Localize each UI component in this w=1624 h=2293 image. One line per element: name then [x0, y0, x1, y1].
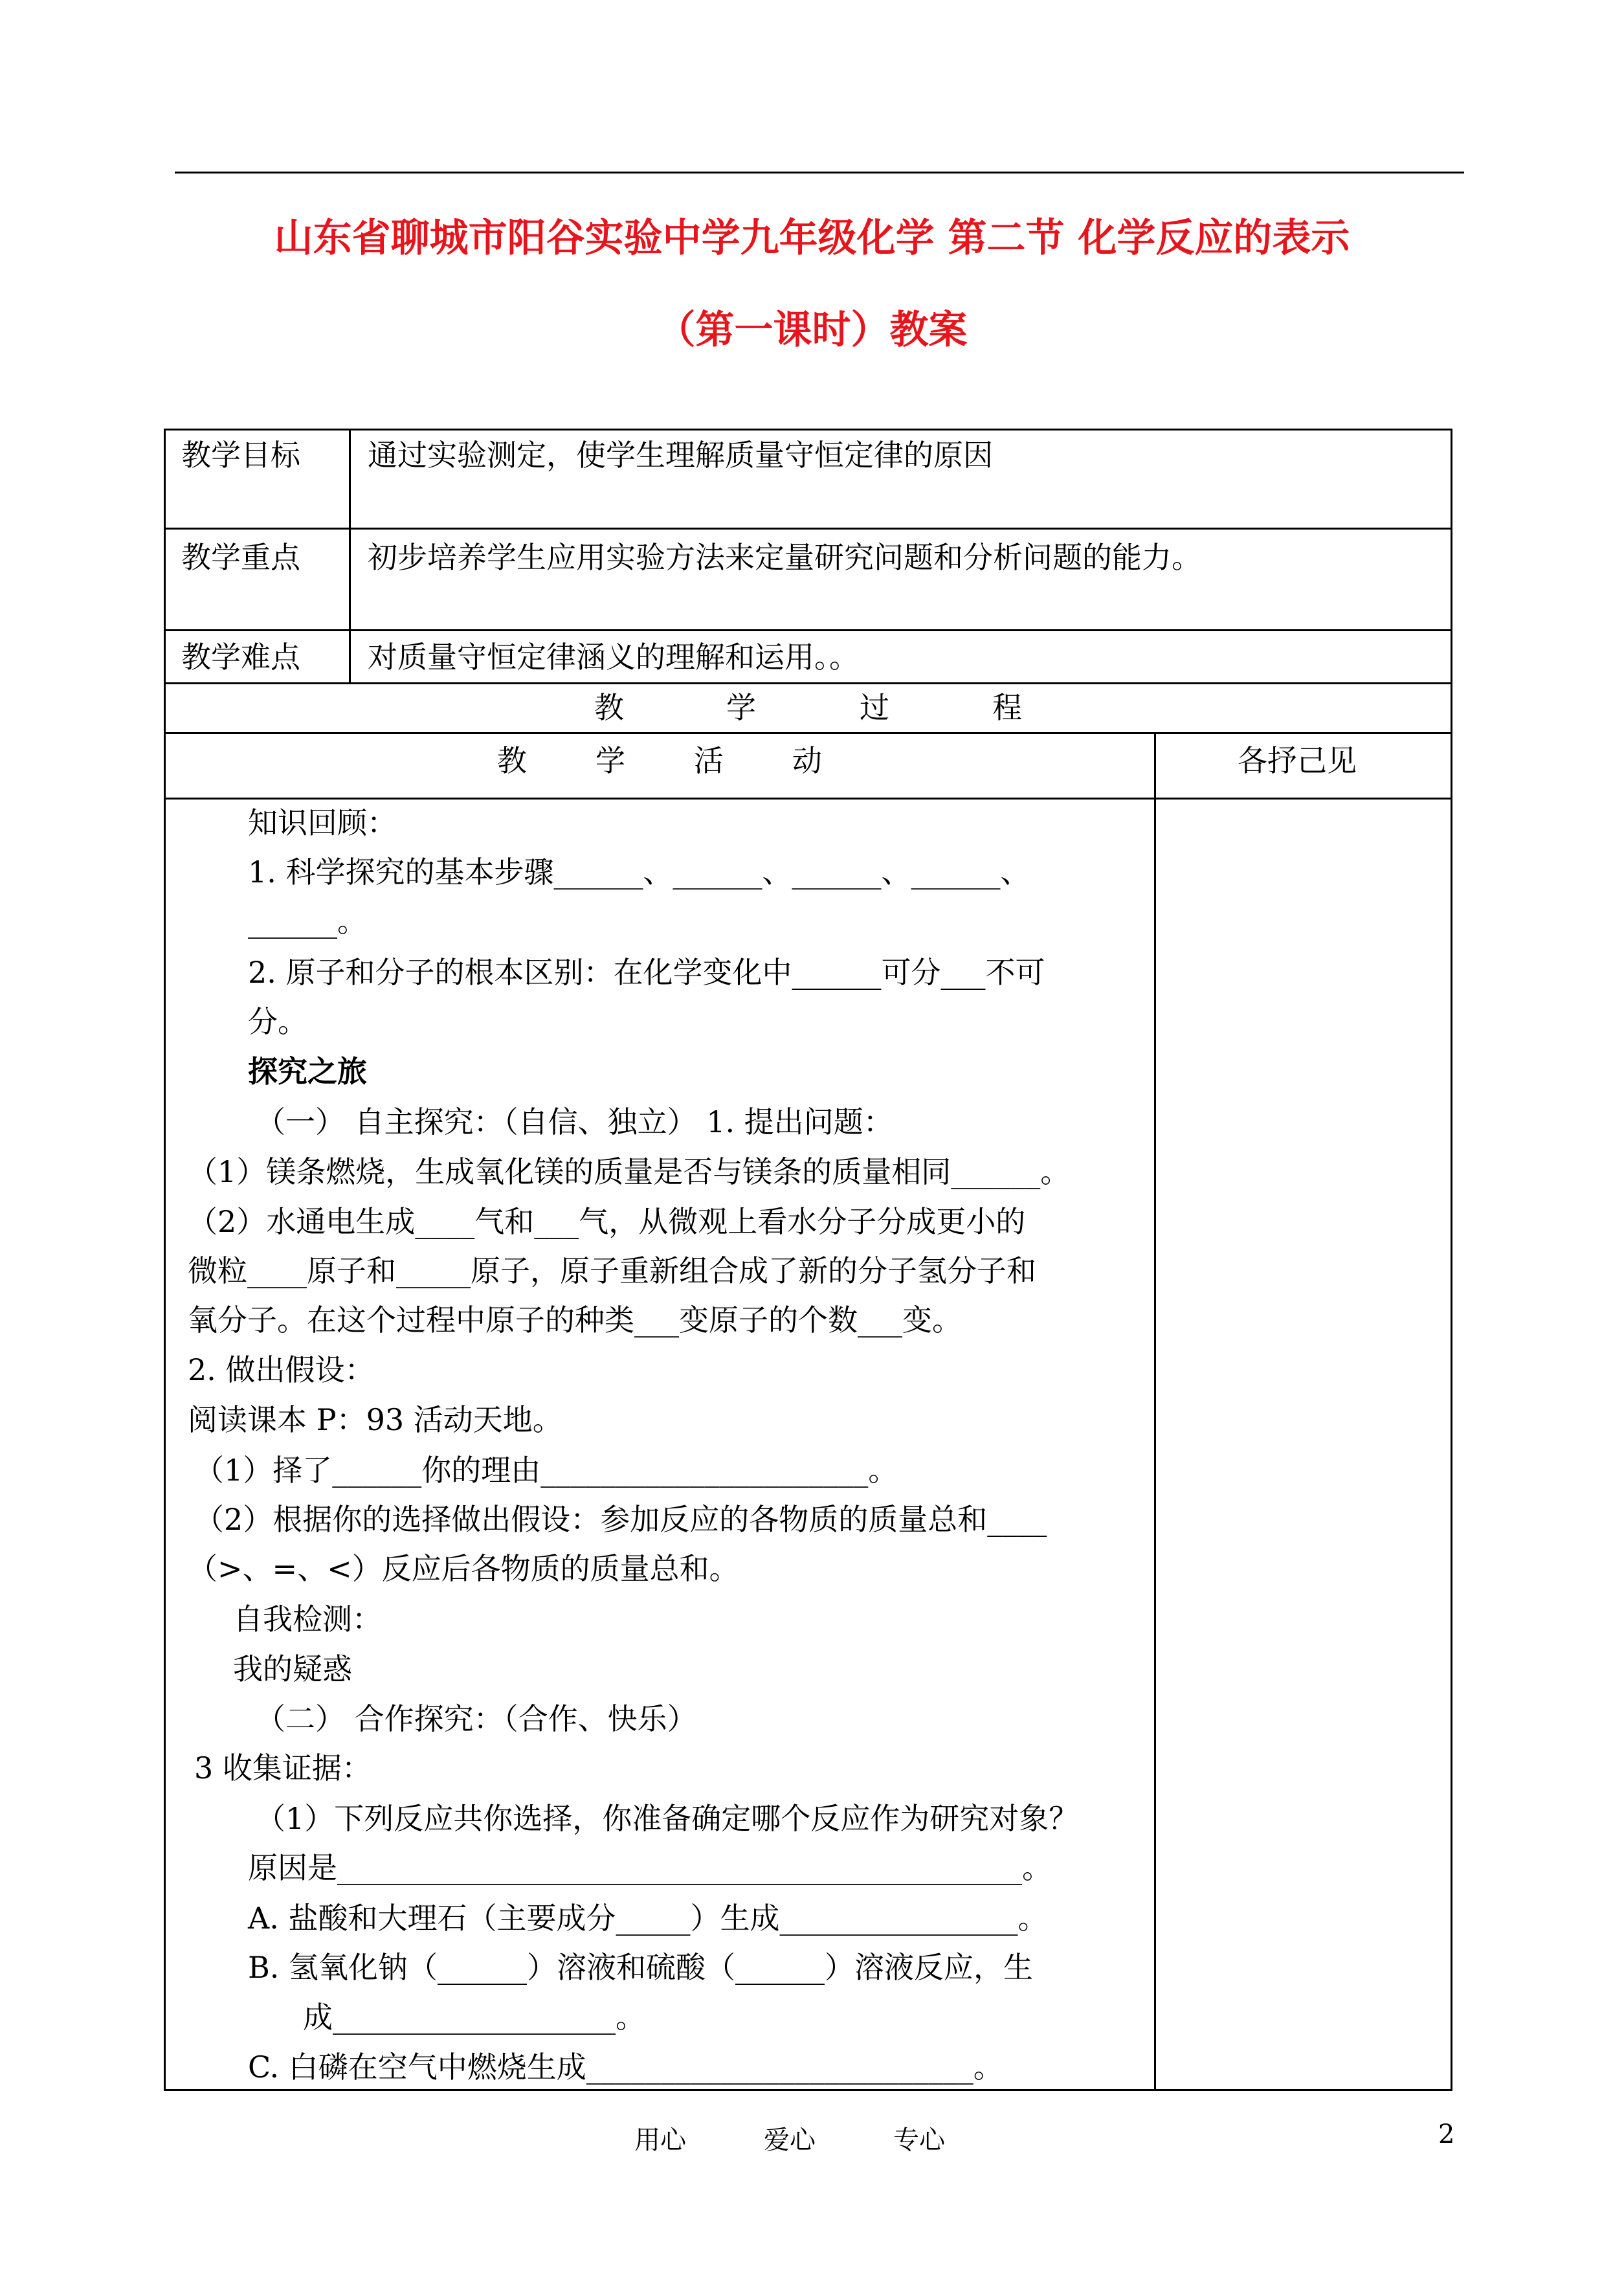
table-label-column-divider — [349, 429, 351, 682]
activity-header-char-1: 教 — [497, 743, 527, 778]
section-heading: 探究之旅 — [248, 1054, 367, 1089]
content-line: 成___________________。 — [303, 2000, 645, 2035]
content-line: 1. 科学探究的基本步骤______、______、______、______、 — [248, 855, 1030, 889]
content-line: C. 白磷在空气中燃烧生成__________________________。 — [248, 2050, 1003, 2085]
footer-item: 专心 — [893, 2125, 945, 2155]
table-notes-column-divider — [1154, 732, 1156, 2091]
content-line: （1）择了______你的理由______________________。 — [194, 1453, 898, 1488]
content-line: B. 氢氧化钠（______）溶液和硫酸（______）溶液反应，生 — [248, 1950, 1034, 1985]
document-title-line2: （第一课时）教案 — [656, 308, 968, 353]
row-label-difficulties: 教学难点 — [181, 640, 300, 675]
table-divider — [164, 798, 1452, 800]
content-line: 我的疑惑 — [233, 1651, 352, 1686]
process-header-char-4: 程 — [992, 690, 1022, 725]
content-line: 原因是______________________________________________。 — [248, 1850, 1052, 1885]
page-number: 2 — [1438, 2120, 1455, 2149]
process-header-char-3: 过 — [860, 690, 889, 725]
row-value-difficulties: 对质量守恒定律涵义的理解和运用。。 — [368, 640, 859, 675]
content-line: 阅读课本 P：93 活动天地。 — [188, 1402, 562, 1437]
table-divider — [164, 682, 1452, 684]
content-line: 自我检测： — [233, 1602, 382, 1637]
content-line: （>、=、<）反应后各物质的质量总和。 — [188, 1551, 739, 1586]
footer-item: 爱心 — [764, 2125, 816, 2155]
content-line: （1）镁条燃烧，生成氧化镁的质量是否与镁条的质量相同______。 — [188, 1154, 1071, 1189]
table-divider — [164, 629, 1452, 631]
activity-header-char-4: 动 — [792, 743, 822, 778]
content-line: A. 盐酸和大理石（主要成分_____）生成________________。 — [248, 1901, 1048, 1936]
content-line: 分。 — [248, 1004, 307, 1039]
process-header-char-1: 教 — [594, 690, 624, 725]
content-line: 2. 做出假设： — [188, 1352, 375, 1387]
content-line: （2）根据你的选择做出假设：参加反应的各物质的质量总和____ — [194, 1502, 1047, 1537]
activity-header-char-3: 活 — [694, 743, 724, 778]
content-line: （2）水通电生成____气和___气，从微观上看水分子分成更小的 — [188, 1204, 1026, 1239]
table-divider — [164, 528, 1452, 530]
content-line: （一） 自主探究：（自信、独立） 1. 提出问题： — [256, 1104, 893, 1139]
content-line: 微粒____原子和_____原子，原子重新组合成了新的分子氢分子和 — [188, 1253, 1036, 1288]
process-header-char-2: 学 — [726, 690, 756, 725]
row-value-key-points: 初步培养学生应用实验方法来定量研究问题和分析问题的能力。 — [368, 540, 1201, 575]
footer-item: 用心 — [634, 2125, 686, 2155]
row-label-objectives: 教学目标 — [181, 438, 300, 473]
content-line: ______。 — [248, 904, 367, 939]
document-title-line1: 山东省聊城市阳谷实验中学九年级化学 第二节 化学反应的表示 — [274, 216, 1350, 261]
content-line: 氧分子。在这个过程中原子的种类___变原子的个数___变。 — [188, 1303, 962, 1337]
row-label-key-points: 教学重点 — [181, 540, 300, 575]
content-line: 知识回顾： — [248, 805, 397, 840]
table-divider — [164, 732, 1452, 734]
activity-header-char-2: 学 — [595, 743, 625, 778]
row-value-objectives: 通过实验测定，使学生理解质量守恒定律的原因 — [368, 438, 993, 473]
content-line: 3 收集证据： — [194, 1751, 372, 1785]
notes-header: 各抒己见 — [1238, 743, 1357, 778]
content-line: 2. 原子和分子的根本区别：在化学变化中______可分___不可 — [248, 955, 1045, 990]
content-line: （二） 合作探究：（合作、快乐） — [256, 1701, 697, 1736]
content-line: （1）下列反应共你选择，你准备确定哪个反应作为研究对象？ — [256, 1801, 1079, 1836]
header-rule — [175, 172, 1464, 173]
